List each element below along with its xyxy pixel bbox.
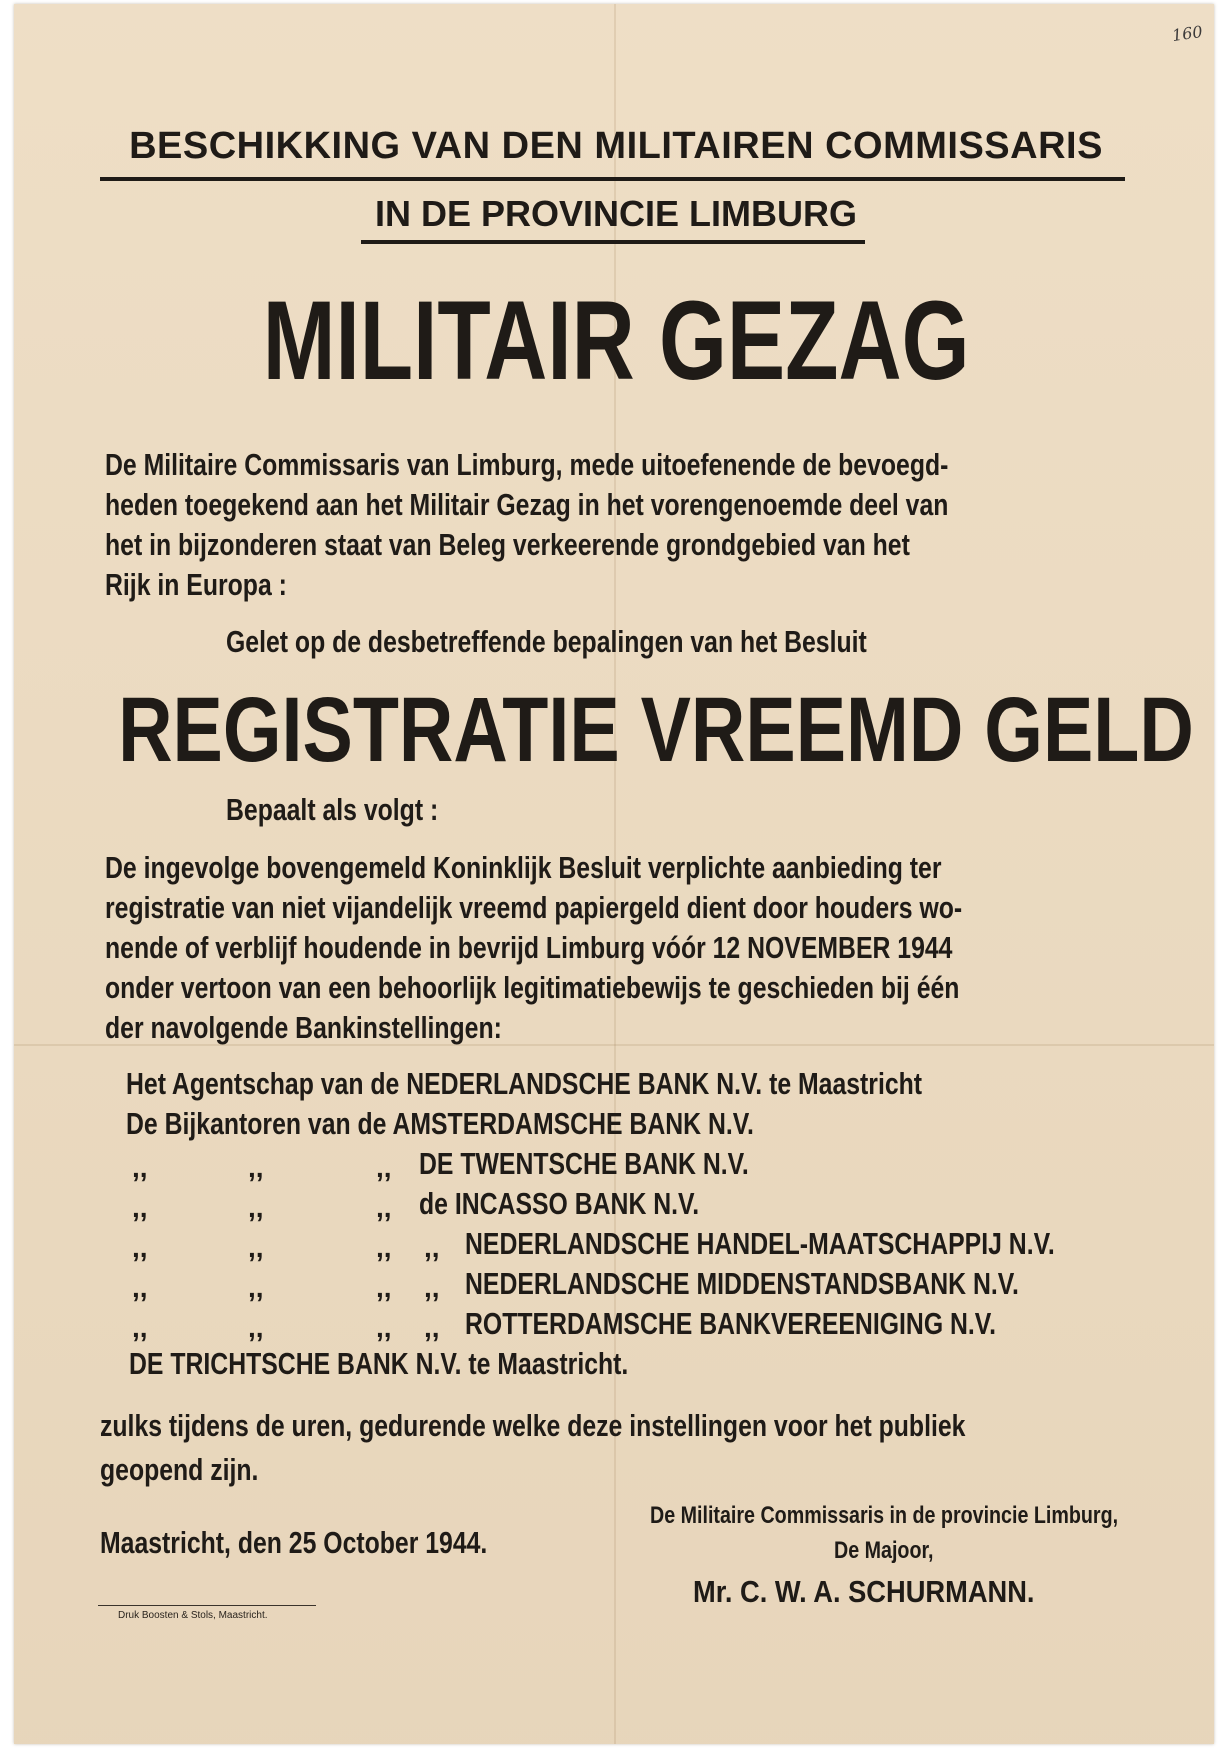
ditto-mark: ,, (424, 1312, 440, 1343)
poster-subtitle: REGISTRATIE VREEMD GELD (118, 679, 1194, 781)
closing-line: zulks tijdens de uren, gedurende welke deze instellingen voor het publiek (100, 1408, 966, 1443)
intro-line: Rijk in Europa : (105, 567, 287, 602)
ditto-mark: ,, (376, 1232, 392, 1263)
ditto-mark: ,, (248, 1152, 264, 1183)
ditto-mark: ,, (376, 1272, 392, 1303)
ditto-mark: ,, (376, 1192, 392, 1223)
intro-line: heden toegekend aan het Militair Gezag in het vorengenoemde deel van (105, 487, 949, 522)
bank-row: DE TRICHTSCHE BANK N.V. te Maastricht. (129, 1346, 629, 1381)
gelet-line: Gelet op de desbetreffende bepalingen van het Besluit (226, 624, 867, 659)
signature-office: De Militaire Commissaris in de provincie Limburg, (650, 1502, 1119, 1529)
signature-name: Mr. C. W. A. SCHURMANN. (693, 1574, 1035, 1609)
besluit-line: registratie van niet vijandelijk vreemd papiergeld dient door houders wo- (105, 890, 963, 925)
ditto-mark: ,, (248, 1312, 264, 1343)
bank-row: NEDERLANDSCHE HANDEL-MAATSCHAPPIJ N.V. (465, 1226, 1055, 1261)
ditto-mark: ,, (132, 1152, 148, 1183)
ditto-mark: ,, (424, 1232, 440, 1263)
besluit-line: De ingevolge bovengemeld Koninklijk Besluit verplichte aanbieding ter (105, 850, 942, 885)
besluit-paragraph (105, 848, 1176, 1048)
ditto-mark: ,, (376, 1152, 392, 1183)
closing-line: geopend zijn. (100, 1452, 259, 1487)
poster-title: MILITAIR GEZAG (262, 278, 970, 403)
besluit-line: onder vertoon van een behoorlijk legitimatiebewijs te geschieden bij één (105, 970, 960, 1005)
signature-rank: De Majoor, (834, 1537, 934, 1564)
intro-paragraph (105, 445, 1120, 605)
ditto-mark: ,, (424, 1272, 440, 1303)
ditto-mark: ,, (132, 1272, 148, 1303)
printer-imprint: Druk Boosten & Stols, Maastricht. (118, 1610, 268, 1621)
header-rule-2 (361, 240, 865, 244)
date-line: Maastricht, den 25 October 1944. (100, 1525, 488, 1560)
bank-row: ROTTERDAMSCHE BANKVEREENIGING N.V. (465, 1306, 996, 1341)
bank-row: NEDERLANDSCHE MIDDENSTANDSBANK N.V. (465, 1266, 1019, 1301)
bank-list (0, 1064, 1232, 1404)
bank-row: DE TWENTSCHE BANK N.V. (419, 1146, 749, 1181)
intro-line: De Militaire Commissaris van Limburg, mede uitoefenende de bevoegd- (105, 447, 949, 482)
bepaalt-line: Bepaalt als volgt : (226, 792, 439, 827)
printer-rule (98, 1605, 316, 1606)
ditto-mark: ,, (132, 1312, 148, 1343)
ditto-mark: ,, (248, 1192, 264, 1223)
header-rule-1 (100, 177, 1125, 181)
ditto-mark: ,, (248, 1272, 264, 1303)
pencil-note: 160 (1170, 21, 1204, 46)
ditto-mark: ,, (132, 1232, 148, 1263)
bank-row: de INCASSO BANK N.V. (419, 1186, 700, 1221)
header-line-2: IN DE PROVINCIE LIMBURG (374, 193, 858, 234)
besluit-line: nende of verblijf houdende in bevrijd Limburg vóór 12 NOVEMBER 1944 (105, 930, 953, 965)
ditto-mark: ,, (248, 1232, 264, 1263)
closing-paragraph (100, 1406, 1182, 1494)
bank-row: Het Agentschap van de NEDERLANDSCHE BANK N.V. te Maastricht (126, 1066, 923, 1101)
ditto-mark: ,, (132, 1192, 148, 1223)
header-line-1: BESCHIKKING VAN DEN MILITAIREN COMMISSARIS (129, 125, 1103, 167)
ditto-mark: ,, (376, 1312, 392, 1343)
bank-row: De Bijkantoren van de AMSTERDAMSCHE BANK N.V. (126, 1106, 754, 1141)
intro-line: het in bijzonderen staat van Beleg verkeerende grondgebied van het (105, 527, 910, 562)
besluit-line: der navolgende Bankinstellingen: (105, 1010, 502, 1045)
